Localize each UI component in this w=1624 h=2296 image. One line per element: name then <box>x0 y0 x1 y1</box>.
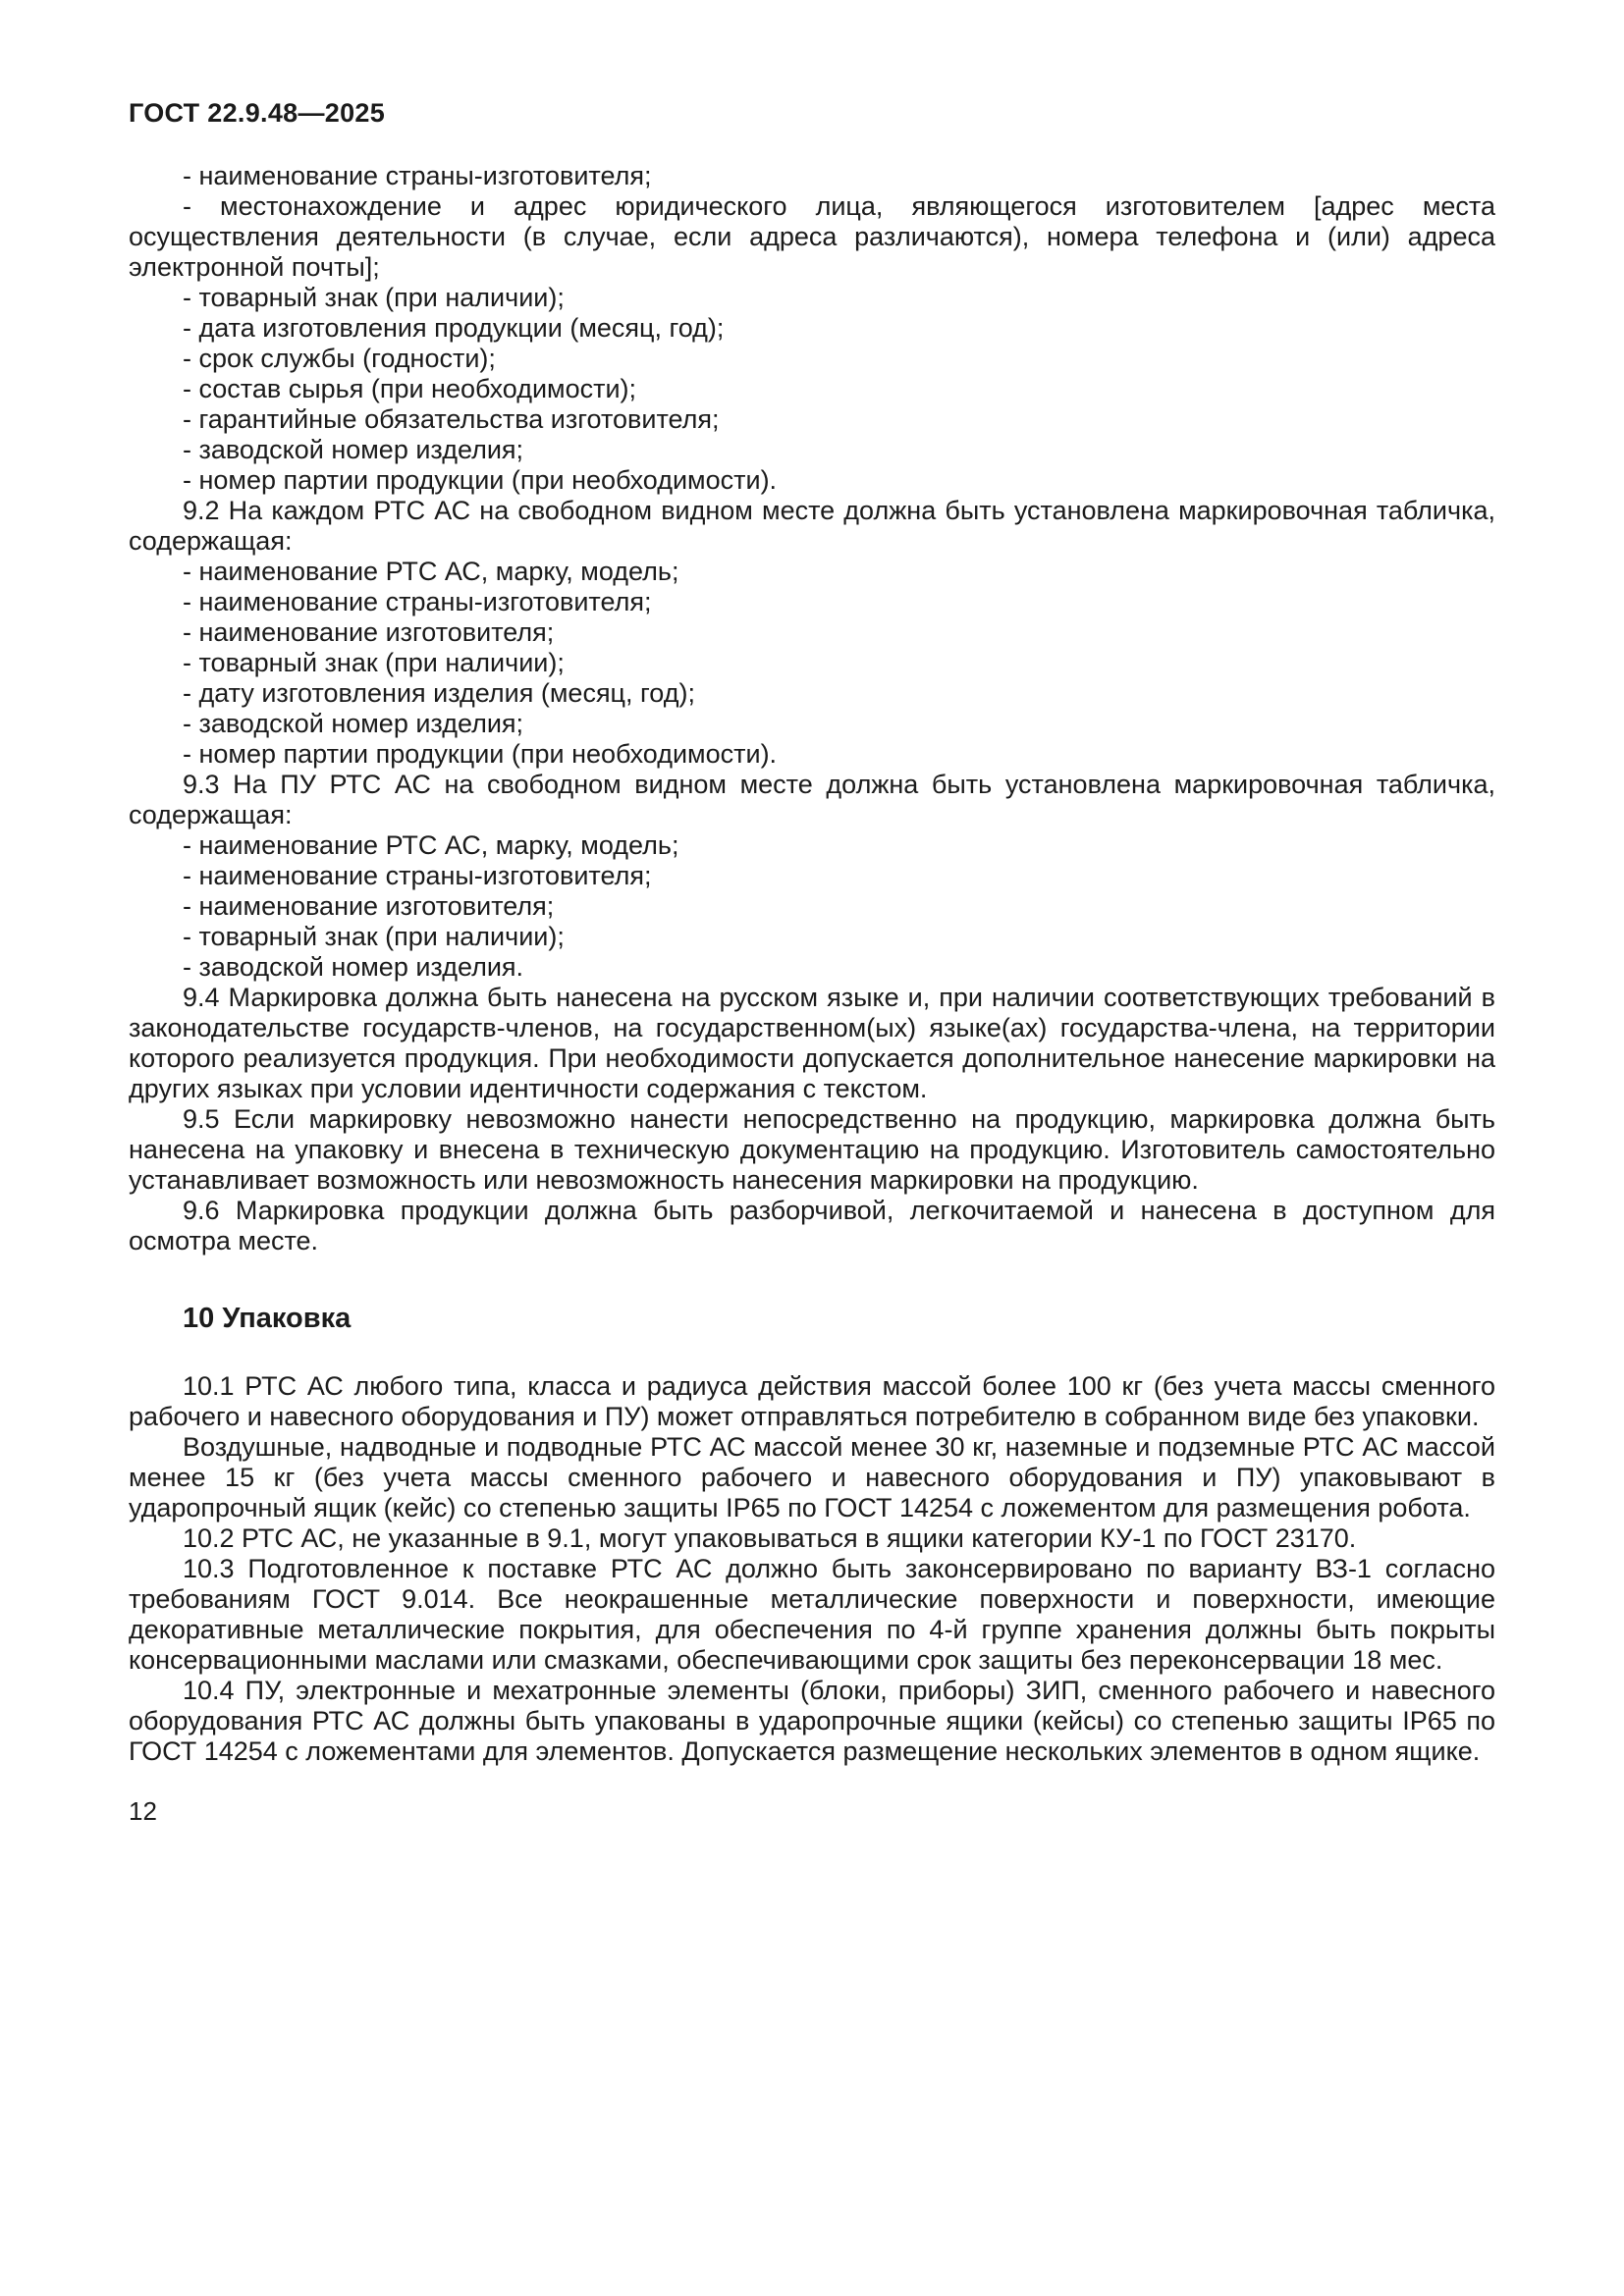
list-item: - наименование РТС АС, марку, модель; <box>183 557 679 586</box>
paragraph: 10.3 Подготовленное к поставке РТС АС должно быть законсервировано по варианту ВЗ-1 согласно требованиям ГОСТ 9.014. Все неокрашенные металлические поверхности и поверхности, имеющие декоративные металлические покрытия, для обеспечения по 4-й группе хранения должны быть покрыты консервационными маслами или смазками, обеспечивающими срок защиты без переконсервации 18 мес. <box>129 1554 1495 1675</box>
list-item: - наименование изготовителя; <box>183 891 555 921</box>
document-body <box>129 161 1495 1767</box>
list-item: - товарный знак (при наличии); <box>183 283 565 312</box>
list-item: - гарантийные обязательства изготовителя; <box>183 404 720 434</box>
list-item: - наименование изготовителя; <box>183 617 555 647</box>
list-item: - товарный знак (при наличии); <box>183 648 565 677</box>
paragraph: 10.2 РТС АС, не указанные в 9.1, могут упаковываться в ящики категории КУ-1 по ГОСТ 23170. <box>183 1523 1357 1553</box>
paragraph: 10.4 ПУ, электронные и мехатронные элементы (блоки, приборы) ЗИП, сменного рабочего и навесного оборудования РТС АС должны быть упакованы в ударопрочные ящики (кейсы) со степенью защиты IP65 по ГОСТ 14254 с ложементами для элементов. Допускается размещение нескольких элементов в одном ящике. <box>129 1676 1495 1766</box>
paragraph: 9.3 На ПУ РТС АС на свободном видном месте должна быть установлена маркировочная табличка, содержащая: <box>129 770 1495 829</box>
paragraph: 9.5 Если маркировку невозможно нанести непосредственно на продукцию, маркировка должна быть нанесена на упаковку и внесена в техническую документацию на продукцию. Изготовитель самостоятельно устанавливает возможность или невозможность нанесения маркировки на продукцию. <box>129 1104 1495 1195</box>
list-item: - наименование страны-изготовителя; <box>183 861 652 890</box>
list-item: - заводской номер изделия; <box>183 709 524 738</box>
list-item: - номер партии продукции (при необходимости). <box>183 739 778 769</box>
list-item: - номер партии продукции (при необходимости). <box>183 465 778 495</box>
list-item: - наименование страны-изготовителя; <box>183 161 652 190</box>
paragraph: Воздушные, надводные и подводные РТС АС массой менее 30 кг, наземные и подземные РТС АС массой менее 15 кг (без учета массы сменного рабочего и навесного оборудования и ПУ) упаковывают в ударопрочный ящик (кейс) со степенью защиты IP65 по ГОСТ 14254 с ложементом для размещения робота. <box>129 1432 1495 1522</box>
document-header: ГОСТ 22.9.48—2025 <box>129 98 386 128</box>
list-item: - наименование РТС АС, марку, модель; <box>183 830 679 860</box>
list-item: - товарный знак (при наличии); <box>183 922 565 951</box>
list-item: - наименование страны-изготовителя; <box>183 587 652 616</box>
list-item: - местонахождение и адрес юридического лица, являющегося изготовителем [адрес места осуществления деятельности (в случае, если адреса различаются), номера телефона и (или) адреса электронной почты]; <box>129 191 1495 282</box>
list-item: - заводской номер изделия; <box>183 435 524 464</box>
list-item: - состав сырья (при необходимости); <box>183 374 637 403</box>
list-item: - заводской номер изделия. <box>183 952 524 982</box>
paragraph: 9.6 Маркировка продукции должна быть разборчивой, легкочитаемой и нанесена в доступном для осмотра месте. <box>129 1196 1495 1255</box>
list-item: - срок службы (годности); <box>183 344 496 373</box>
list-item: - дату изготовления изделия (месяц, год); <box>183 678 695 708</box>
list-item: - дата изготовления продукции (месяц, год); <box>183 313 725 343</box>
section-heading: 10 Упаковка <box>183 1303 352 1334</box>
paragraph: 9.2 На каждом РТС АС на свободном видном месте должна быть установлена маркировочная табличка, содержащая: <box>129 496 1495 556</box>
paragraph: 10.1 РТС АС любого типа, класса и радиуса действия массой более 100 кг (без учета массы сменного рабочего и навесного оборудования и ПУ) может отправляться потребителю в собранном виде без упаковки. <box>129 1371 1495 1431</box>
page-number: 12 <box>129 1796 157 1826</box>
paragraph: 9.4 Маркировка должна быть нанесена на русском языке и, при наличии соответствующих требований в законодательстве государств-членов, на государственном(ых) языке(ах) государства-члена, на территории которого реализуется продукция. При необходимости допускается дополнительное нанесение маркировки на других языках при условии идентичности содержания с текстом. <box>129 983 1495 1103</box>
